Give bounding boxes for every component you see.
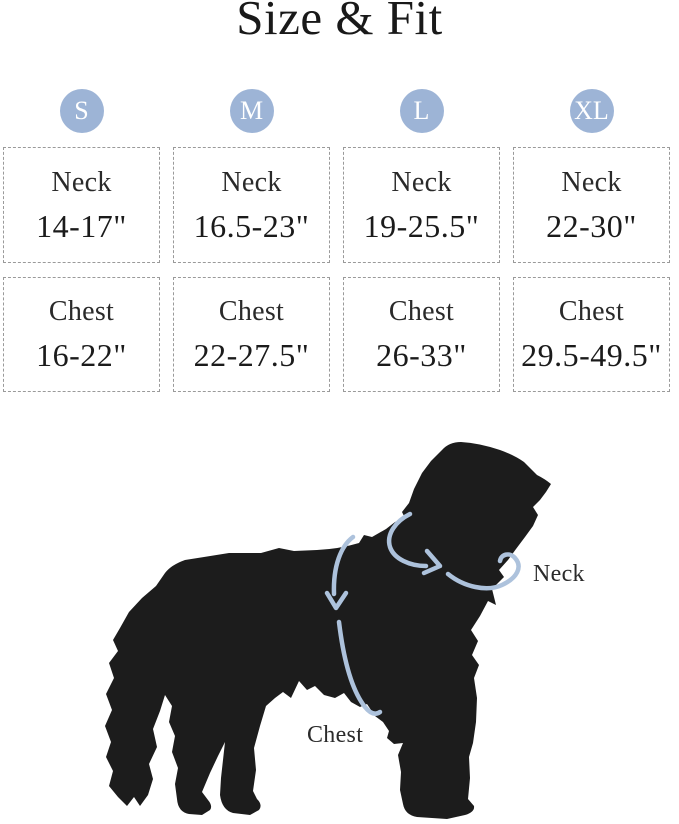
size-badge-l: L	[400, 89, 444, 133]
chest-cell-value: 26-33"	[376, 337, 467, 373]
chest-cell-value: 22-27.5"	[193, 337, 310, 373]
size-badge-s: S	[60, 89, 104, 133]
neck-cell-value: 16.5-23"	[193, 207, 310, 244]
neck-cell-value: 14-17"	[36, 207, 127, 244]
size-badge-m: M	[230, 89, 274, 133]
neck-cell-label: Neck	[221, 166, 282, 198]
chest-cell-value: 29.5-49.5"	[521, 337, 662, 373]
size-badge-xl: XL	[570, 89, 614, 133]
neck-cell-label: Neck	[561, 166, 622, 198]
page-title: Size & Fit	[236, 0, 443, 45]
chest-cell-label: Chest	[218, 296, 285, 327]
chest-cell-label: Chest	[388, 296, 455, 327]
neck-cell-label: Neck	[391, 166, 452, 198]
chest-cell-label: Chest	[48, 296, 115, 327]
chest-cell-value: 16-22"	[36, 337, 127, 373]
neck-cell-label: Neck	[51, 166, 112, 198]
chest-diagram-label: Chest	[307, 722, 364, 748]
dog-silhouette	[105, 442, 551, 819]
chest-cell-label: Chest	[558, 296, 625, 327]
neck-diagram-label: Neck	[533, 561, 585, 587]
neck-cell-value: 19-25.5"	[363, 207, 480, 244]
neck-cell-value: 22-30"	[546, 207, 637, 244]
